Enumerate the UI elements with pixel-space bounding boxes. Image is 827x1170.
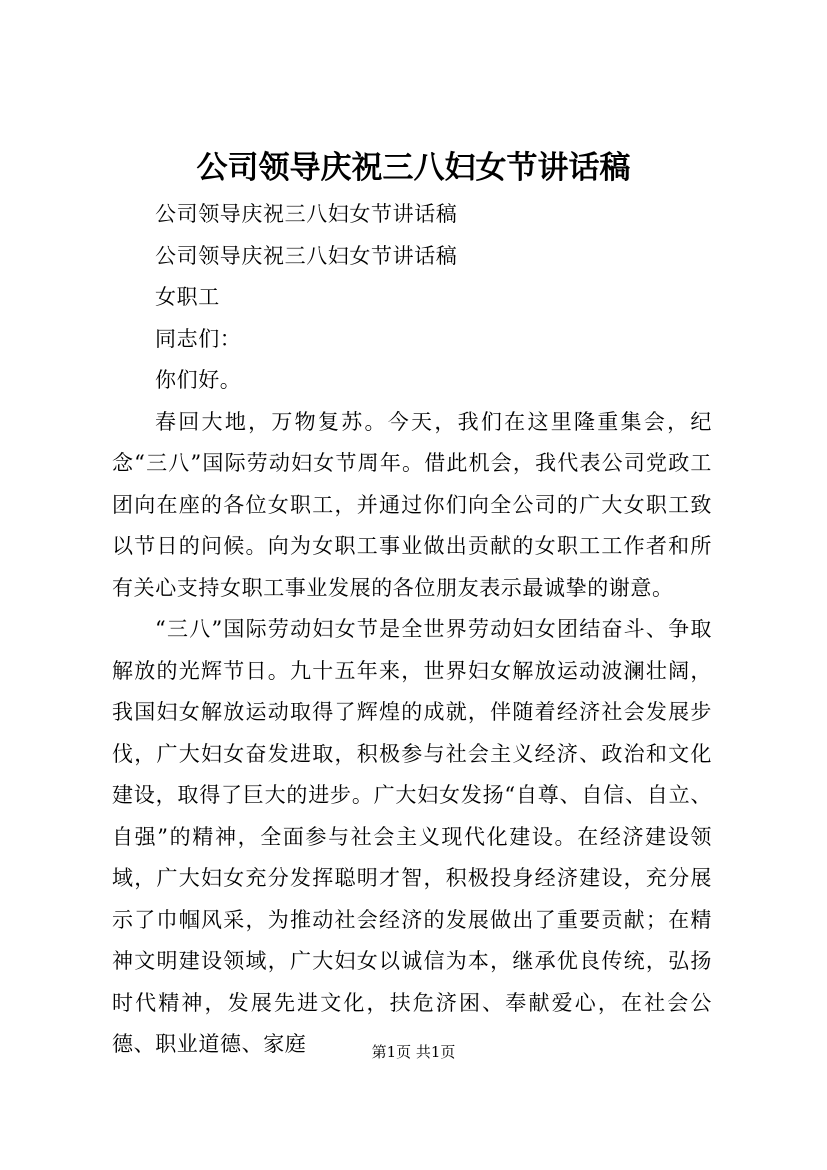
document-body <box>112 194 712 1066</box>
paragraph-body-2: “三八”国际劳动妇女节是全世界劳动妇女团结奋斗、争取解放的光辉节日。九十五年来，世界妇女解放运动波澜壮阔，我国妇女解放运动取得了辉煌的成就，伴随着经济社会发展步伐，广大妇女奋发进取，积极参与社会主义经济、政治和文化建设，取得了巨大的进步。广大妇女发扬“自尊、自信、自立、自强”的精神，全面参与社会主义现代化建设。在经济建设领域，广大妇女充分发挥聪明才智，积极投身经济建设，充分展示了巾帼风采，为推动社会经济的发展做出了重要贡献；在精神文明建设领域，广大妇女以诚信为本，继承优良传统，弘扬时代精神，发展先进文化，扶危济困、奉献爱心，在社会公德、职业道德、家庭 <box>112 617 712 1056</box>
paragraph-greeting: 你们好。 <box>155 368 242 392</box>
paragraph-addressee: 女职工 <box>155 285 220 309</box>
paragraph-subtitle-1: 公司领导庆祝三八妇女节讲话稿 <box>155 202 458 226</box>
paragraph-salutation: 同志们： <box>155 326 242 351</box>
page-footer <box>0 1042 827 1062</box>
paragraph-subtitle-2: 公司领导庆祝三八妇女节讲话稿 <box>155 243 458 268</box>
document-title: 公司领导庆祝三八妇女节讲话稿 <box>196 150 631 186</box>
page-number-label: 第1页 共1页 <box>371 1043 456 1061</box>
paragraph-body-1: 春回大地，万物复苏。今天，我们在这里隆重集会，纪念“三八”国际劳动妇女节周年。借此机会，我代表公司党政工团向在座的各位女职工，并通过你们向全公司的广大女职工致以节日的问候。向为女职工事业做出贡献的女职工工作者和所有关心支持女职工事业发展的各位朋友表示最诚挚的谢意。 <box>112 409 712 600</box>
